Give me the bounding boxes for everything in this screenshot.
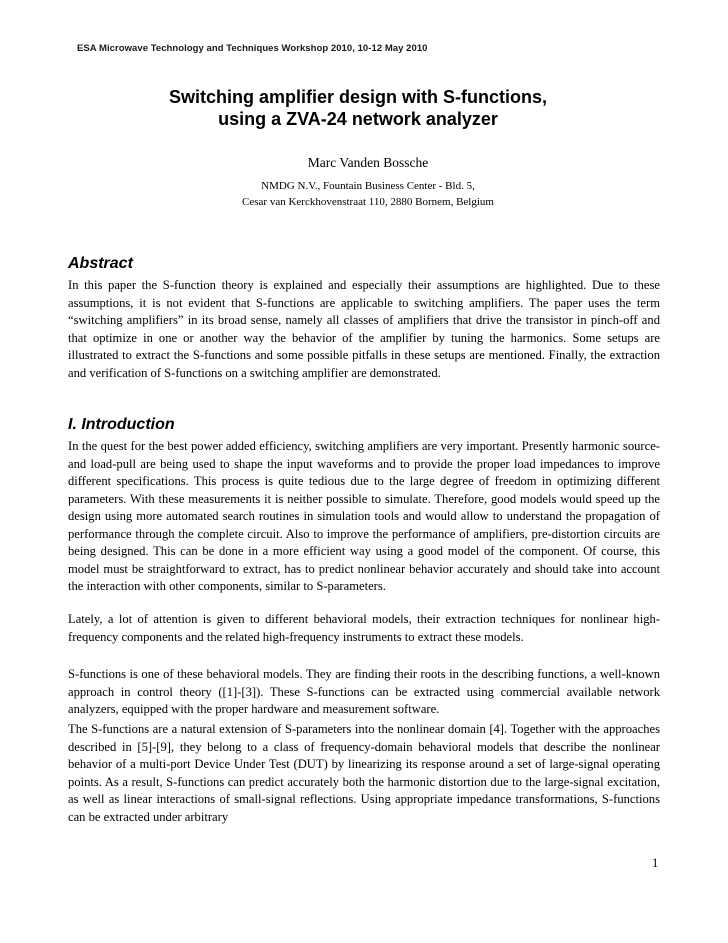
author-affiliation-line-2: Cesar van Kerckhovenstraat 110, 2880 Bornem, Belgium [242, 196, 494, 208]
paper-title-line-2: using a ZVA-24 network analyzer [218, 109, 498, 129]
page-number: 1 [652, 856, 659, 870]
paper-title-line-1: Switching amplifier design with S-functions, [168, 87, 548, 107]
intro-paragraph-2: Lately, a lot of attention is given to different behavioral models, their extraction techniques for nonlinear high-frequency components and the related high-frequency instruments to extract these models. [68, 612, 660, 644]
intro-paragraph-1: In the quest for the best power added efficiency, switching amplifiers are very important. Presently harmonic source- and load-pull are being used to shape the input waveforms and to provide the proper load impedances to improve different specifications. This process is quite tedious due to the large degree of freedom in optimizing different parameters. With these measurements it is neither possible to simulate. Therefore, good models would speed up the design using more automated search routines in simulation tools and would allow to understand the propagation of performance through the complete circuit. Also to improve the performance of amplifiers, pre-distortion circuits are being designed. This can be done in a more efficient way using a good model of the component. Of course, this model must be straightforward to extract, has to predict nonlinear behavior accurately and should take into account the interaction with other components, similar to S-parameters. [68, 439, 660, 593]
abstract-text: In this paper the S-function theory is explained and especially their assumptions are highlighted. Due to these assumptions, it is not evident that S-functions are applicable to switching amplifiers. The paper uses the term “switching amplifiers” in its broad sense, namely all classes of amplifiers that drive the transistor in pinch-off and that optimize in one or another way the behavior of the amplifier by tuning the harmonics. Some setups are illustrated to extract the S-functions and some possible pitfalls in these setups are mentioned. Finally, the extraction and verification of S-functions on a switching amplifier are demonstrated. [68, 278, 660, 380]
introduction-heading: I. Introduction [68, 416, 175, 433]
intro-paragraph-4: The S-functions are a natural extension of S-parameters into the nonlinear domain [4]. Together with the approaches described in [5]-[9], they belong to a class of frequency-domain behavioral models that describe the nonlinear behavior of a multi-port Device Under Test (DUT) by linearizing its response around a set of large-signal operating points. As a result, S-functions can predict accurately both the harmonic distortion due to the large-signal excitation, as well as linear interactions of small-signal reflections. Using appropriate impedance transformations, S-functions can be extracted under arbitrary [68, 722, 660, 824]
author-affiliation-line-1: NMDG N.V., Fountain Business Center - Bld. 5, [261, 180, 475, 192]
intro-paragraph-3: S-functions is one of these behavioral models. They are finding their roots in the describing functions, a well-known approach in control theory ([1]-[3]). These S-functions can be extracted using commercial available network analyzers, equipped with the proper hardware and measurement software. [68, 667, 660, 716]
abstract-heading: Abstract [68, 255, 133, 272]
author-name: Marc Vanden Bossche [307, 155, 429, 170]
running-header: ESA Microwave Technology and Techniques Workshop 2010, 10-12 May 2010 [77, 43, 428, 54]
